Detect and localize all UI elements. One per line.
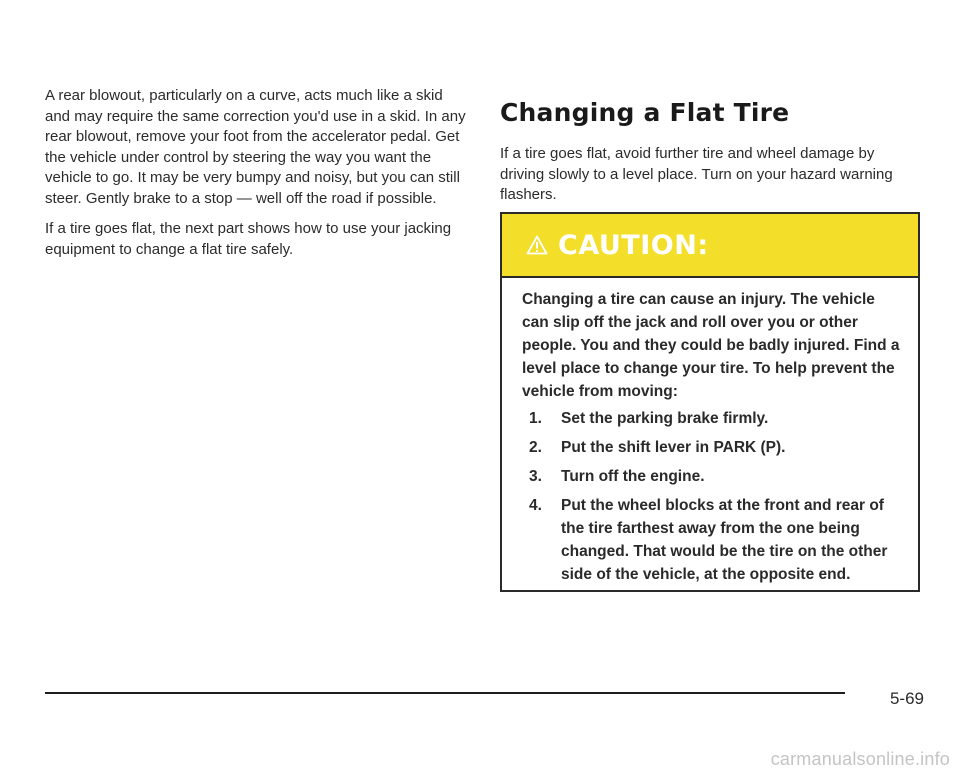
section-heading: Changing a Flat Tire xyxy=(500,98,790,127)
step-number: 2. xyxy=(529,439,542,456)
flat-tire-jacking-paragraph: If a tire goes flat, the next part shows how to use your jacking equipment to change a flat tire safely. xyxy=(45,220,452,258)
step-text: Put the shift lever in PARK (P). xyxy=(561,439,786,456)
list-item xyxy=(522,407,900,430)
list-item xyxy=(522,465,900,488)
rear-blowout-paragraph: A rear blowout, particularly on a curve, acts much like a skid and may require the same correction you'd use in a skid. In any rear blowout, remove your foot from the accelerator pedal. Get the vehicle under control by steering the way you want the vehicle to go. It may be very bumpy and noisy, but you can still steer. Gently brake to a stop — well off the road if possible. xyxy=(45,87,466,207)
caution-header xyxy=(502,214,918,278)
list-item xyxy=(522,436,900,459)
step-text: Set the parking brake firmly. xyxy=(561,410,769,427)
right-column xyxy=(500,98,920,206)
footer-divider xyxy=(45,692,845,694)
step-number: 1. xyxy=(529,410,542,427)
caution-title: CAUTION: xyxy=(558,229,709,261)
step-text: Turn off the engine. xyxy=(561,468,705,485)
caution-box xyxy=(500,212,920,592)
step-number: 3. xyxy=(529,468,542,485)
section-intro: If a tire goes flat, avoid further tire and wheel damage by driving slowly to a level place. Turn on your hazard warning flashers. xyxy=(500,145,893,203)
caution-body xyxy=(502,278,918,586)
step-number: 4. xyxy=(529,497,542,514)
watermark: carmanualsonline.info xyxy=(770,749,950,769)
warning-triangle-icon xyxy=(526,235,548,255)
left-column xyxy=(45,86,470,270)
list-item xyxy=(522,494,900,586)
step-text: Put the wheel blocks at the front and rear of the tire farthest away from the one being changed. That would be the tire on the other side of the vehicle, at the opposite end. xyxy=(561,497,888,583)
caution-steps xyxy=(522,407,900,586)
page-number: 5-69 xyxy=(889,689,924,708)
caution-text: Changing a tire can cause an injury. The vehicle can slip off the jack and roll over you or other people. You and they could be badly injured. Find a level place to change your tire. To help prevent the vehicle from moving: xyxy=(522,291,900,400)
